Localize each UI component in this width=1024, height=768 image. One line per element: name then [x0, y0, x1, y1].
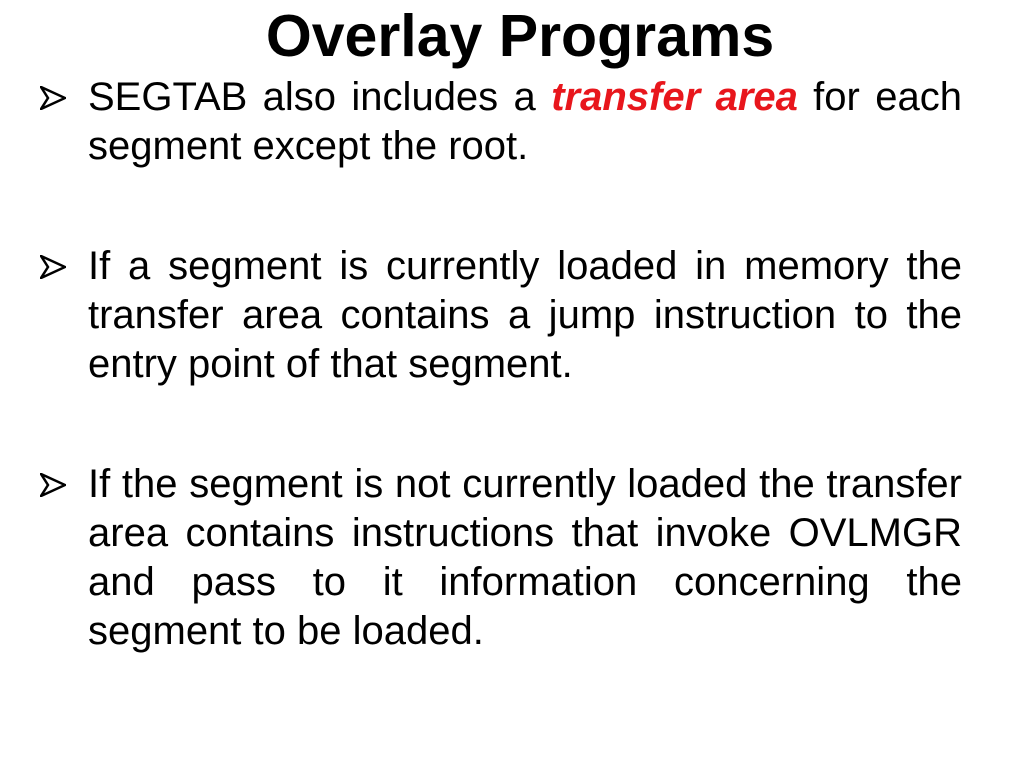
arrowhead-bullet-icon [38, 73, 68, 122]
bullet-item-transfer-area [38, 73, 962, 171]
bullet-item-loaded-segment [38, 242, 962, 389]
slide-title: Overlay Programs [265, 3, 775, 69]
bullet-item-unloaded-segment [38, 460, 962, 656]
arrowhead-bullet-icon [38, 460, 68, 509]
bullet-text: If the segment is not currently loaded the transfer area contains instructions that invoke OVLMGR and pass to it information concerning the segment to be loaded. [88, 462, 962, 653]
bullet-text: If a segment is currently loaded in memory the transfer area contains a jump instruction to the entry point of that segment. [88, 244, 962, 386]
bullet-list [38, 73, 962, 656]
bullet-text-before: SEGTAB also includes a [88, 75, 552, 119]
bullet-text-emphasis: transfer area [551, 75, 798, 119]
arrowhead-bullet-icon [38, 242, 68, 291]
bullet-text-after: for each segment except the root. [88, 75, 962, 168]
